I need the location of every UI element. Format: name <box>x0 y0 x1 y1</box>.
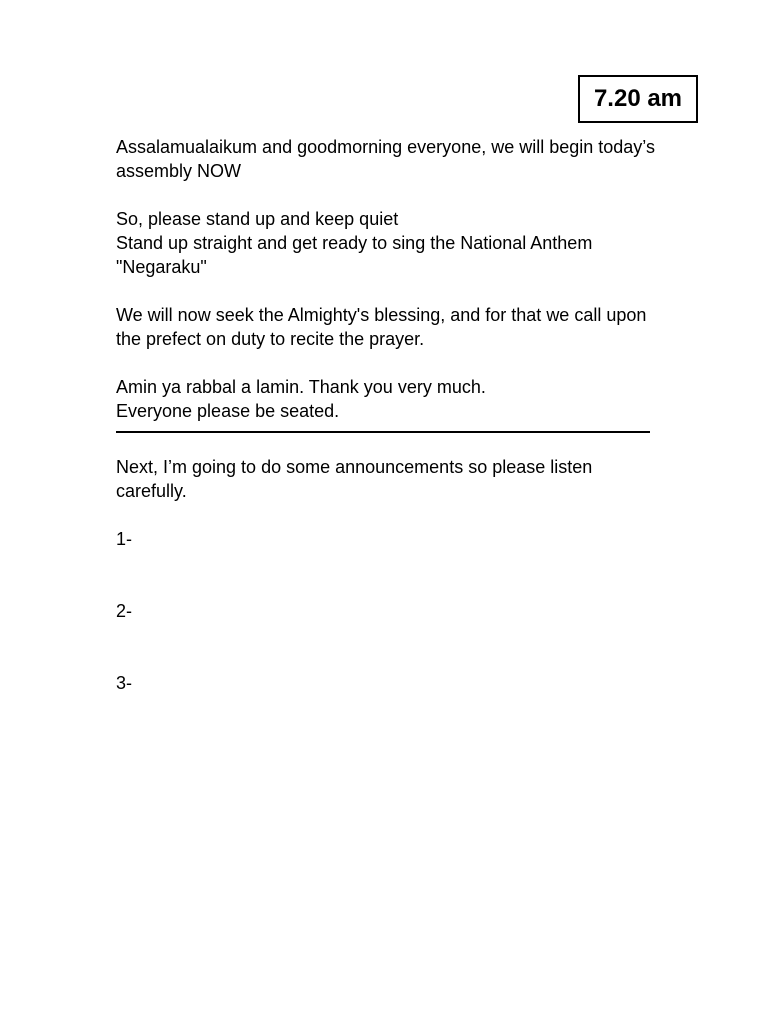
greeting-paragraph: Assalamualaikum and goodmorning everyone, we will begin today’s assembly NOW <box>116 137 655 181</box>
time-label-box <box>578 75 698 123</box>
script-body <box>116 135 656 743</box>
blessing-paragraph: We will now seek the Almighty's blessing, and for that we call upon the prefect on duty to recite the prayer. <box>116 305 647 349</box>
time-label: 7.20 am <box>593 85 683 112</box>
anthem-line: Stand up straight and get ready to sing the National Anthem "Negaraku" <box>116 233 593 277</box>
seated-line: Everyone please be seated. <box>116 401 340 421</box>
section-divider <box>116 431 650 433</box>
amin-line: Amin ya rabbal a lamin. Thank you very much. <box>116 377 486 397</box>
announcement-item-1: 1- <box>116 529 133 549</box>
stand-up-line: So, please stand up and keep quiet <box>116 209 399 229</box>
announcements-intro: Next, I’m going to do some announcements so please listen carefully. <box>116 457 593 501</box>
announcement-item-3: 3- <box>116 673 133 693</box>
announcement-item-2: 2- <box>116 601 133 621</box>
